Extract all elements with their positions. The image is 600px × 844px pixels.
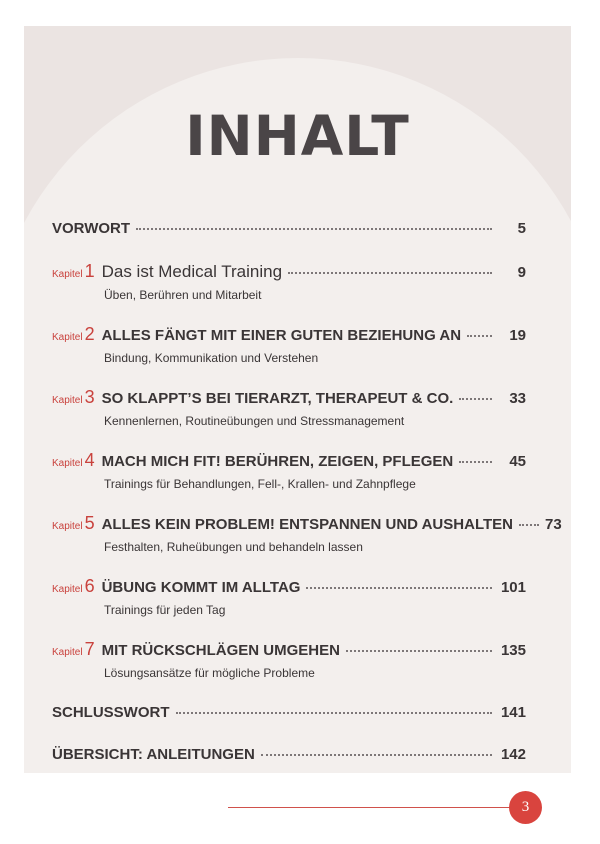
toc-entry-chapter-2[interactable] <box>52 324 526 365</box>
toc-entry-label: MACH MICH FIT! BERÜHREN, ZEIGEN, PFLEGEN <box>101 453 454 470</box>
chapter-number: 6 <box>84 576 95 596</box>
toc-entry-label: Das ist Medical Training <box>101 262 283 281</box>
chapter-prefix: Kapitel <box>52 521 83 532</box>
footer-rule <box>228 807 513 808</box>
chapter-prefix: Kapitel <box>52 458 83 469</box>
toc-page-number: 45 <box>509 453 526 470</box>
toc-page-number: 73 <box>545 516 562 533</box>
toc-entry-chapter-7[interactable] <box>52 639 526 680</box>
toc-entry-chapter-6[interactable] <box>52 576 526 617</box>
dot-leader <box>459 397 492 400</box>
chapter-number: 5 <box>84 513 95 533</box>
dot-leader <box>176 711 493 714</box>
dot-leader <box>519 523 539 526</box>
toc-entry-schlusswort[interactable] <box>52 704 526 721</box>
toc-entry-label: SCHLUSSWORT <box>52 704 170 721</box>
toc-entry-chapter-3[interactable] <box>52 387 526 428</box>
dot-leader <box>288 271 492 274</box>
dot-leader <box>467 334 492 337</box>
chapter-subtitle: Trainings für jeden Tag <box>104 603 226 617</box>
toc-entry-label: ÜBUNG KOMMT IM ALLTAG <box>101 579 301 596</box>
toc-panel <box>24 26 571 773</box>
toc-entry-label: MIT RÜCKSCHLÄGEN UMGEHEN <box>101 642 340 659</box>
toc-entry-vorwort[interactable] <box>52 220 526 237</box>
toc-page-number: 135 <box>500 642 526 659</box>
chapter-number: 4 <box>84 450 95 470</box>
toc-entry-label: SO KLAPPT’S BEI TIERARZT, THERAPEUT & CO. <box>101 390 454 407</box>
toc-page-number: 33 <box>509 390 526 407</box>
dot-leader <box>346 649 492 652</box>
page-number-badge: 3 <box>509 791 542 824</box>
chapter-number: 1 <box>84 261 95 281</box>
chapter-number: 2 <box>84 324 95 344</box>
chapter-subtitle: Lösungsansätze für mögliche Probleme <box>104 666 315 680</box>
dot-leader <box>459 460 492 463</box>
toc-page-number: 101 <box>500 579 526 596</box>
chapter-prefix: Kapitel <box>52 269 83 280</box>
dot-leader <box>136 227 492 230</box>
chapter-prefix: Kapitel <box>52 647 83 658</box>
toc-entry-label: ALLES FÄNGT MIT EINER GUTEN BEZIEHUNG AN <box>101 327 462 344</box>
dot-leader <box>261 753 492 756</box>
page-title: INHALT <box>185 104 410 168</box>
chapter-subtitle: Trainings für Behandlungen, Fell-, Krallen- und Zahnpflege <box>104 477 416 491</box>
chapter-subtitle: Kennenlernen, Routineübungen und Stressmanagement <box>104 414 405 428</box>
toc-entry-chapter-5[interactable] <box>52 513 562 554</box>
toc-entry-chapter-1[interactable] <box>52 261 526 302</box>
dot-leader <box>306 586 492 589</box>
chapter-prefix: Kapitel <box>52 332 83 343</box>
toc-page-number: 141 <box>500 704 526 721</box>
toc-page-number: 19 <box>509 327 526 344</box>
chapter-prefix: Kapitel <box>52 584 83 595</box>
chapter-subtitle: Bindung, Kommunikation und Verstehen <box>104 351 319 365</box>
toc-entry-label: ÜBERSICHT: ANLEITUNGEN <box>52 746 255 763</box>
toc-entry-label: ALLES KEIN PROBLEM! ENTSPANNEN UND AUSHALTEN <box>101 516 513 533</box>
toc-page-number: 142 <box>500 746 526 763</box>
chapter-number: 3 <box>84 387 95 407</box>
chapter-subtitle: Üben, Berühren und Mitarbeit <box>104 288 262 302</box>
chapter-number: 7 <box>84 639 95 659</box>
toc-entry-label: VORWORT <box>52 220 131 237</box>
chapter-prefix: Kapitel <box>52 395 83 406</box>
chapter-subtitle: Festhalten, Ruheübungen und behandeln lassen <box>104 540 363 554</box>
toc-page-number: 5 <box>517 220 526 237</box>
toc-entry-chapter-4[interactable] <box>52 450 526 491</box>
toc-page-number: 9 <box>517 264 526 281</box>
toc-entry-uebersicht[interactable] <box>52 746 526 763</box>
